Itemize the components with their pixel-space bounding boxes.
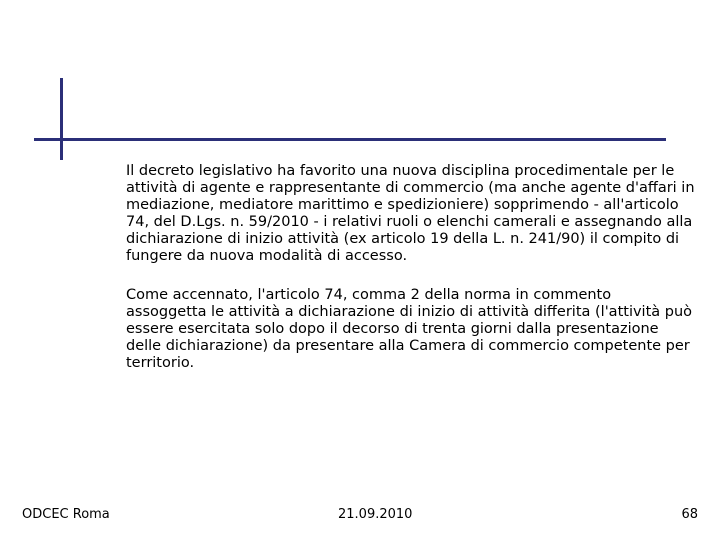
footer-date: 21.09.2010 bbox=[338, 507, 413, 522]
body-paragraph-2: Come accennato, l'articolo 74, comma 2 della norma in commento assoggetta le attività a dichiarazione di inizio di attività differita (l'attività può essere esercitata solo dopo il decorso di trenta giorni dalla presentazione delle dichiarazione) da presentare alla Camera di commercio competente per territorio. bbox=[126, 287, 693, 371]
footer-organization: ODCEC Roma bbox=[22, 507, 110, 522]
slide-body bbox=[126, 163, 696, 372]
body-paragraph-1: Il decreto legislativo ha favorito una nuova disciplina procedimentale per le attività di agente e rappresentante di commercio (ma anche agente d'affari in mediazione, mediatore marittimo e spedizioniere) sopprimendo - all'articolo 74, del D.Lgs. n. 59/2010 - i relativi ruoli o elenchi camerali e assegnando alla dichiarazione di inizio attività (ex articolo 19 della L. n. 241/90) il compito di fungere da nuova modalità di accesso. bbox=[126, 163, 695, 264]
title-rule-horizontal bbox=[34, 138, 666, 141]
title-rule-vertical bbox=[60, 78, 63, 160]
footer-page-number: 68 bbox=[681, 507, 698, 522]
